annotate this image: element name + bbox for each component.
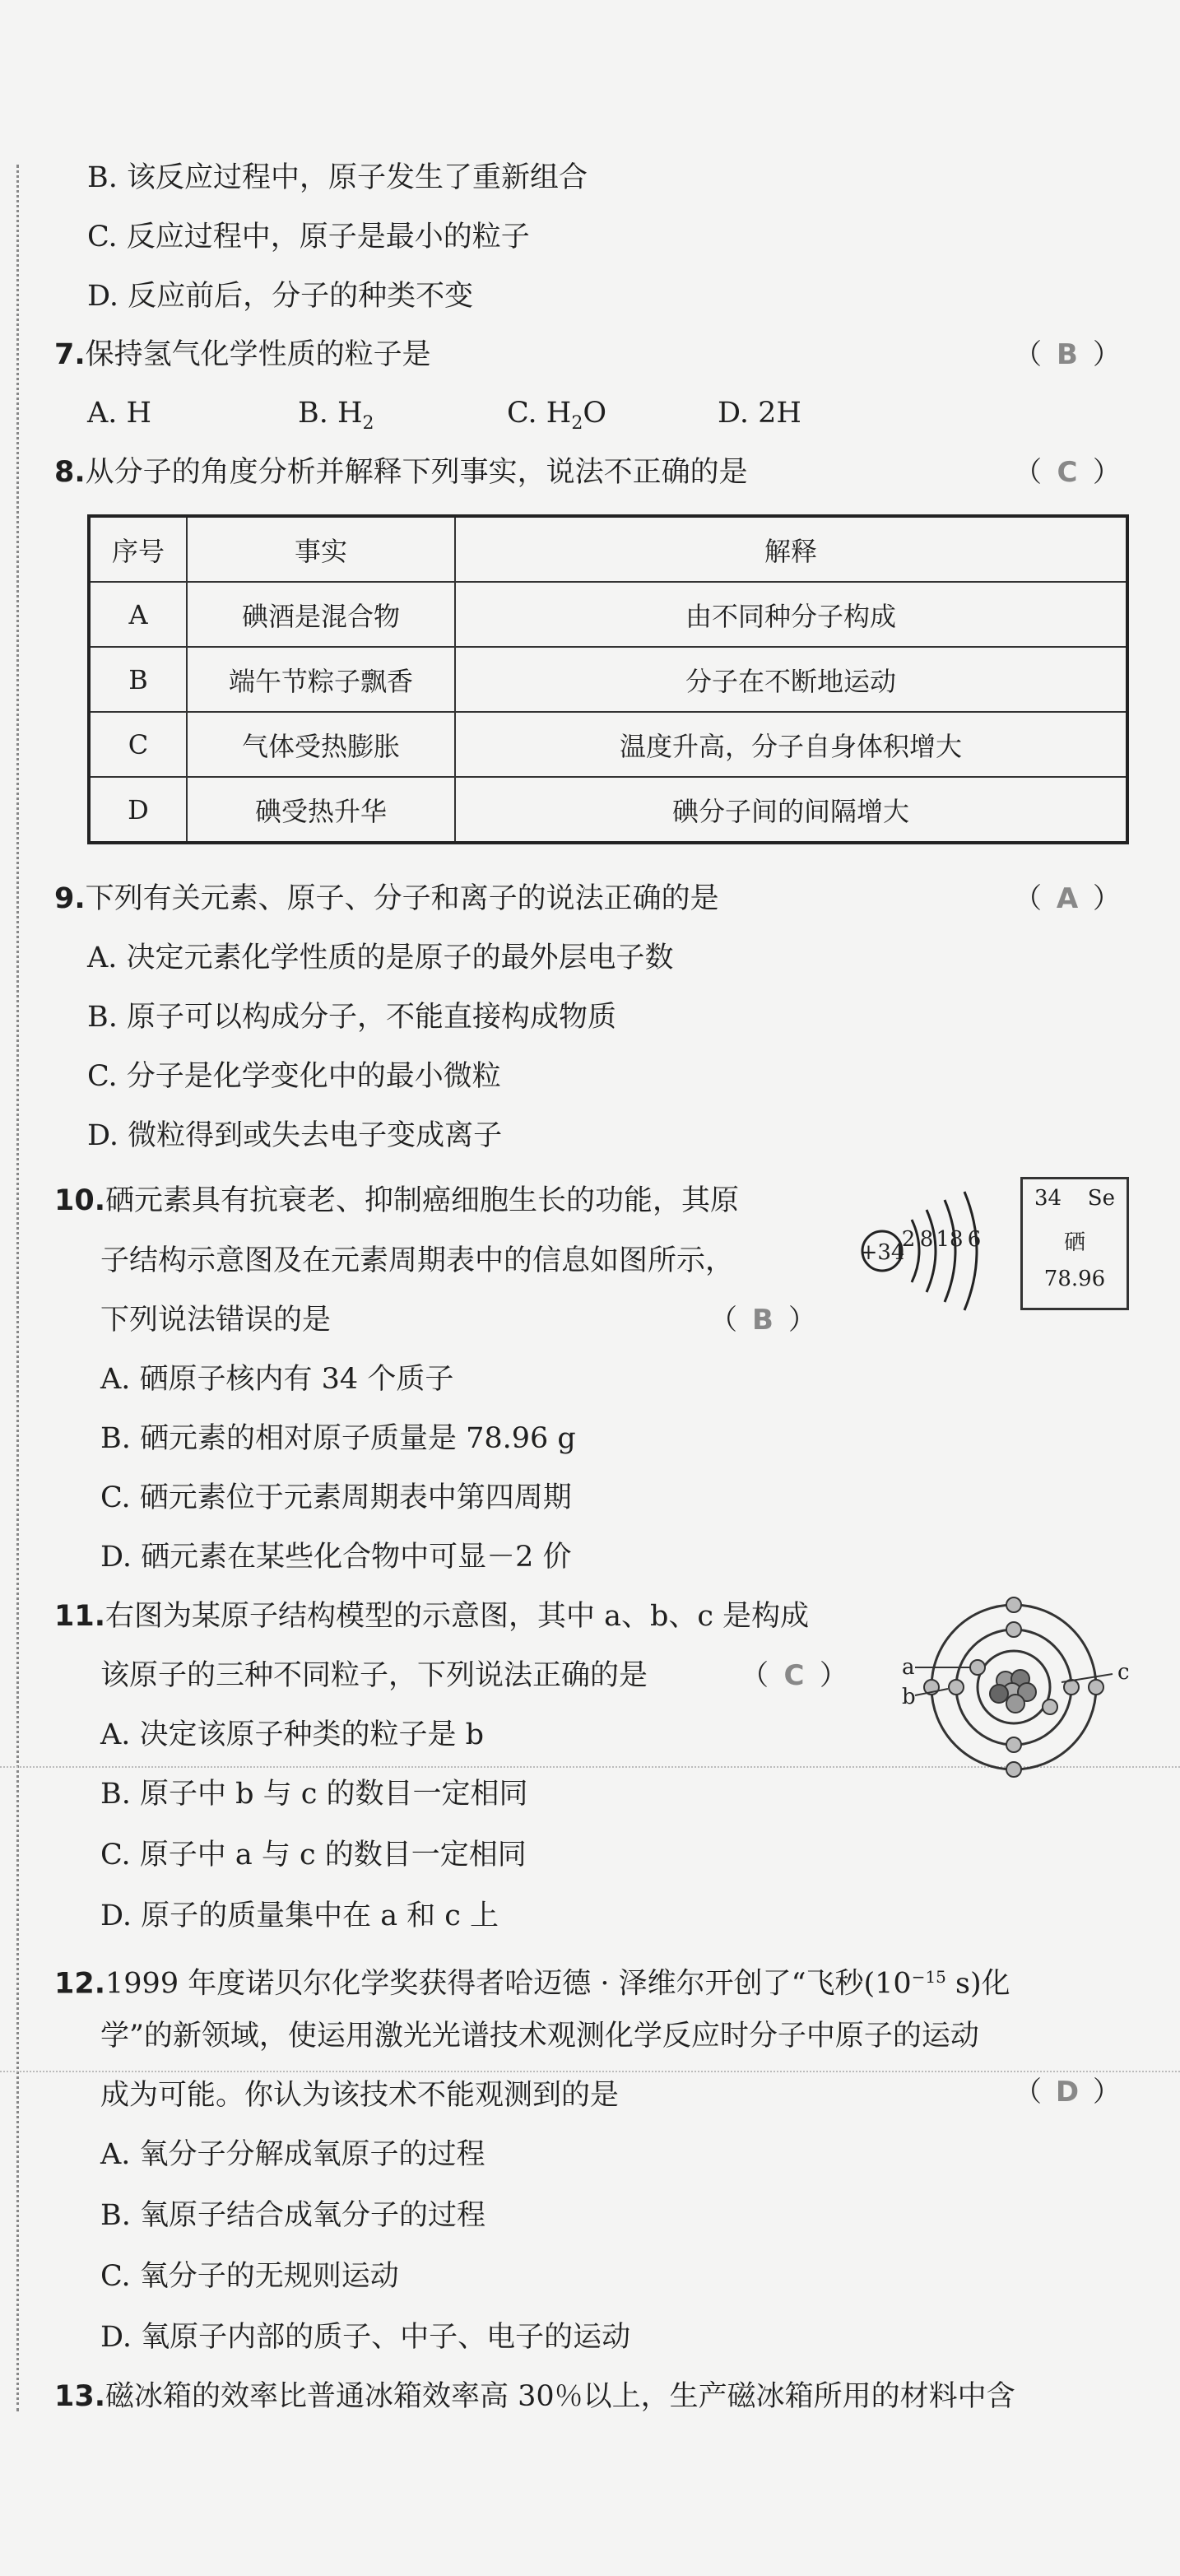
q7-answer-bracket: （ B ）	[1014, 338, 1121, 371]
table-header-fact: 事实	[187, 516, 455, 582]
q9-stem	[54, 881, 719, 917]
q8-number: 8.	[54, 456, 86, 489]
q11-answer: C	[783, 1659, 805, 1692]
q12-stem-line3: 成为可能。你认为该技术不能观测到的是	[100, 2079, 620, 2112]
q10-stem-line3: 下列说法错误的是	[100, 1304, 332, 1337]
q9-option-b: B. 原子可以构成分子，不能直接构成物质	[87, 1001, 616, 1034]
q9-number: 9.	[54, 882, 86, 915]
q7-stem-text: 保持氢气化学性质的粒子是	[85, 338, 431, 371]
q8-stem	[54, 454, 748, 491]
selenium-periodic-cell	[1020, 1177, 1129, 1310]
q13-number: 13.	[54, 2380, 106, 2413]
q10-option-c: C. 硒元素位于元素周期表中第四周期	[100, 1481, 572, 1514]
q12-option-a: A. 氧分子分解成氧原子的过程	[100, 2138, 485, 2171]
q10-answer-bracket: （ B ）	[709, 1304, 816, 1337]
table-cell: B	[89, 647, 187, 712]
q9-option-a: A. 决定元素化学性质的是原子的最外层电子数	[87, 942, 674, 974]
q10-option-b: B. 硒元素的相对原子质量是 78.96 g	[100, 1422, 576, 1455]
q6-option-c: C. 反应过程中，原子是最小的粒子	[87, 221, 530, 253]
q11-answer-bracket: （ C ）	[741, 1659, 848, 1692]
table-cell: 温度升高，分子自身体积增大	[455, 712, 1127, 777]
table-row	[89, 647, 1127, 712]
q7-number: 7.	[54, 338, 86, 371]
nucleus-charge: +34	[859, 1240, 905, 1265]
shell-electrons-1: 2	[901, 1227, 916, 1252]
table-cell: C	[89, 712, 187, 777]
table-row	[89, 712, 1127, 777]
table-cell: 碘分子间的间隔增大	[455, 777, 1127, 843]
q10-option-d: D. 硒元素在某些化合物中可显－2 价	[100, 1541, 572, 1574]
table-cell: A	[89, 582, 187, 647]
q8-stem-text: 从分子的角度分析并解释下列事实，说法不正确的是	[85, 456, 748, 489]
nucleus-cluster	[990, 1670, 1036, 1713]
q7-option-c: C. $H_2O$	[507, 397, 607, 434]
q10-option-a: A. 硒原子核内有 34 个质子	[100, 1363, 454, 1396]
q10-stem-line1: 10.硒元素具有抗衰老、抑制癌细胞生长的功能，其原	[54, 1184, 740, 1217]
selenium-atom-structure-diagram	[848, 1177, 1012, 1325]
scan-fold-line-2	[0, 2071, 1180, 2072]
label-b: b	[902, 1685, 916, 1709]
shell-electrons-2: 8	[919, 1227, 934, 1252]
q11-stem-line1: 11.右图为某原子结构模型的示意图，其中 a、b、c 是构成	[54, 1600, 810, 1633]
q9-stem-text: 下列有关元素、原子、分子和离子的说法正确的是	[85, 882, 719, 915]
table-row	[89, 777, 1127, 843]
table-cell: 分子在不断地运动	[455, 647, 1127, 712]
q10-stem-line2: 子结构示意图及在元素周期表中的信息如图所示，	[100, 1244, 735, 1277]
atomic-number: 34	[1034, 1186, 1062, 1211]
q9-answer-bracket: （ A ）	[1014, 882, 1121, 915]
table-header-index: 序号	[89, 516, 187, 582]
q7-answer: B	[1057, 338, 1078, 371]
q8-answer-bracket: （ C ）	[1014, 456, 1121, 489]
q7-option-d: D. 2H	[718, 397, 801, 430]
q9-answer: A	[1056, 882, 1079, 915]
table-cell: 端午节粽子飘香	[187, 647, 455, 712]
table-cell: 碘酒是混合物	[187, 582, 455, 647]
q11-option-d: D. 原子的质量集中在 a 和 c 上	[100, 1899, 499, 1932]
q6-option-b: B. 该反应过程中，原子发生了重新组合	[87, 161, 588, 194]
element-symbol: Se	[1087, 1186, 1115, 1211]
q7-option-a: A. H	[87, 397, 152, 430]
q12-option-c: C. 氧分子的无规则运动	[100, 2260, 399, 2293]
table-header-row	[89, 516, 1127, 582]
q12-stem-line2: 学”的新领域，使运用激光光谱技术观测化学反应时分子中原子的运动	[100, 2020, 979, 2053]
table-cell: 由不同种分子构成	[455, 582, 1127, 647]
shell-electrons-3: 18	[936, 1227, 964, 1252]
table-cell: D	[89, 777, 187, 843]
q11-option-c: C. 原子中 a 与 c 的数目一定相同	[100, 1839, 527, 1872]
atomic-mass: 78.96	[1043, 1267, 1106, 1291]
q8-answer: C	[1057, 456, 1078, 489]
label-c: c	[1117, 1660, 1130, 1685]
q12-stem-line1: 12.1999 年度诺贝尔化学奖获得者哈迈德 · 泽维尔开创了“飞秒($10^{-15}$ s)化	[54, 1967, 1010, 2001]
q10-number: 10.	[54, 1184, 106, 1217]
q13-stem: 13.磁冰箱的效率比普通冰箱效率高 30％以上，生产磁冰箱所用的材料中含	[54, 2380, 1015, 2413]
q11-number: 11.	[54, 1600, 106, 1633]
q6-option-d: D. 反应前后，分子的种类不变	[87, 280, 474, 313]
q8-facts-table	[87, 514, 1129, 844]
q7-stem	[54, 337, 431, 373]
table-cell: 气体受热膨胀	[187, 712, 455, 777]
label-a: a	[902, 1655, 915, 1680]
q12-number: 12.	[54, 1967, 106, 2001]
q12-answer-bracket: （ D ）	[1014, 2076, 1121, 2109]
q11-option-b: B. 原子中 b 与 c 的数目一定相同	[100, 1778, 528, 1811]
table-cell: 碘受热升华	[187, 777, 455, 843]
q11-stem-line2: 该原子的三种不同粒子，下列说法正确的是	[100, 1659, 648, 1692]
q10-answer: B	[752, 1304, 774, 1337]
q12-answer: D	[1055, 2076, 1080, 2109]
q11-option-a: A. 决定该原子种类的粒子是 b	[100, 1718, 485, 1751]
table-row	[89, 582, 1127, 647]
atom-model-diagram	[897, 1588, 1144, 1786]
q12-option-b: B. 氧原子结合成氧分子的过程	[100, 2199, 485, 2232]
table-header-explanation: 解释	[455, 516, 1127, 582]
element-name: 硒	[1063, 1230, 1085, 1255]
binding-margin-line	[16, 165, 19, 2411]
q12-option-d: D. 氧原子内部的质子、中子、电子的运动	[100, 2321, 631, 2354]
q7-option-b: B. $H_2$	[298, 397, 374, 434]
q9-option-d: D. 微粒得到或失去电子变成离子	[87, 1119, 503, 1152]
shell-electrons-4: 6	[967, 1227, 982, 1252]
q9-option-c: C. 分子是化学变化中的最小微粒	[87, 1060, 501, 1093]
